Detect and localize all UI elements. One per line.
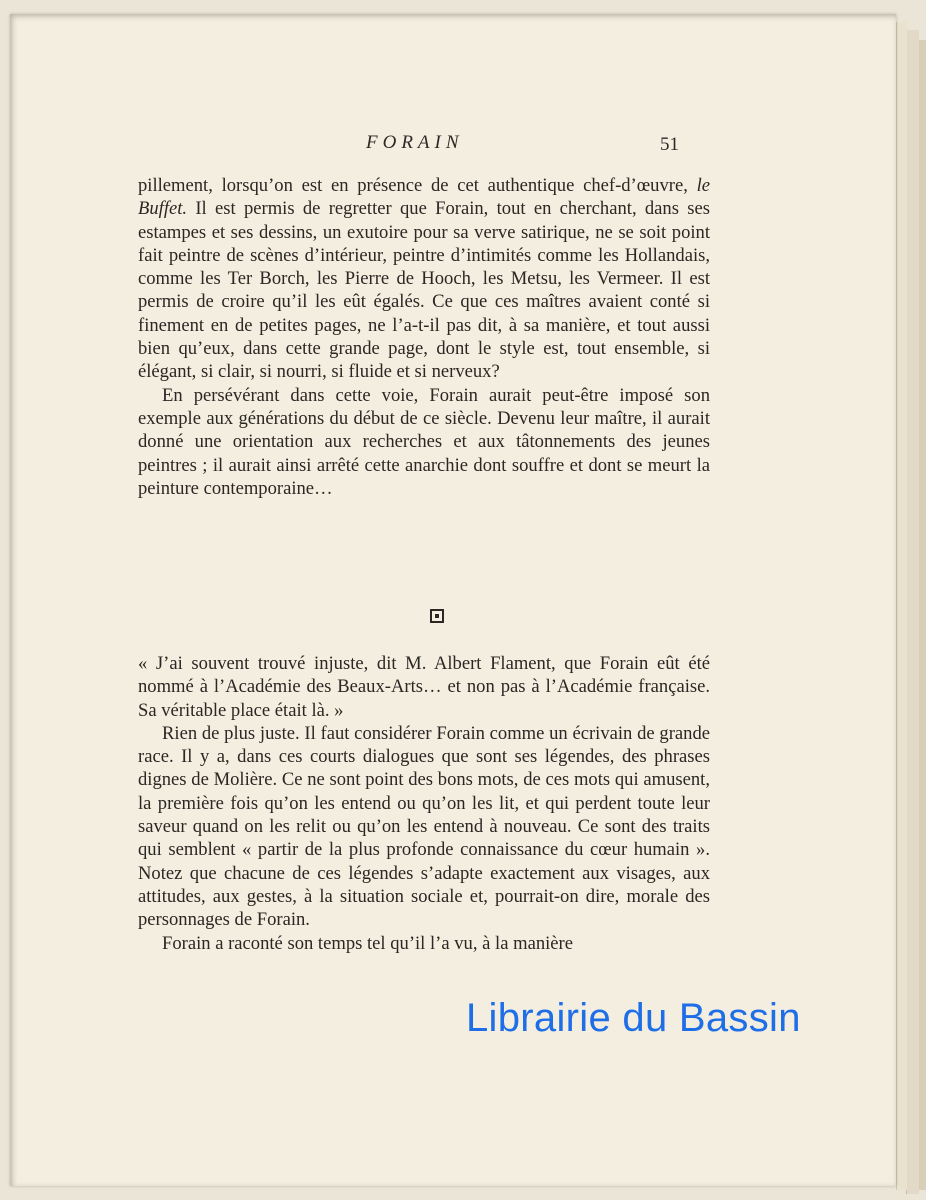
paragraph-1-start: pillement, lorsqu’on est en présence de cet authentique chef-d’œuvre,	[138, 175, 697, 196]
paragraph-5: Forain a raconté son temps tel qu’il l’a vu, à la manière	[162, 932, 573, 954]
paragraph-2: En persévérant dans cette voie, Forain aurait peut-être imposé son exemple aux générations du début de ce siècle. Devenu leur maître, il aurait donné une orientation aux recherches et aux tâtonnements des jeunes peintres ; il aurait ainsi arrêté cette anarchie dont souffre et dont se meurt la peinture contemporaine…	[138, 384, 710, 499]
page-edge-1	[896, 22, 907, 1190]
paragraph-1-rest: Il est permis de regretter que Forain, tout en cherchant, dans ses estampes et ses dessins, un exutoire pour sa verve satirique, ne se soit point fait peintre de scènes d’intérieur, peintre d’intimités comme les Hollandais, comme les Ter Borch, les Pierre de Hooch, les Metsu, les Vermeer. Il est permis de croire qu’il les eût égalés. Ce que ces maîtres avaient conté si finement en de petites pages, ne l’a-t-il pas dit, à sa manière, et tout aussi bien qu’eux, dans cette grande page, dont le style est, tout ensemble, si élégant, si clair, si nourri, si fluide et si nerveux?	[138, 198, 710, 383]
page-edge-2	[906, 30, 919, 1194]
page-header	[10, 132, 896, 162]
section-1-text	[138, 174, 710, 500]
page-edge-3	[918, 40, 926, 1190]
square-fleuron-icon	[430, 609, 444, 623]
paragraph-4: Rien de plus juste. Il faut considérer Forain comme un écrivain de grande race. Il y a, dans ces courts dialogues que sont ses légendes, des phrases dignes de Molière. Ce ne sont point des bons mots, de ces mots qui amusent, la première fois qu’on les entend ou qu’on les lit, et qui perdent toute leur saveur quand on les relit ou qu’on les entend à nouveau. Ce sont des traits qui semblent « partir de la plus profonde connaissance du cœur humain ». Notez que chacune de ces légendes s’adapte exactement aux visages, aux attitudes, aux gestes, à la situation sociale et, pourrait-on dire, morale des personnages de Forain.	[138, 722, 710, 931]
paragraph-1	[138, 174, 710, 384]
paragraph-1-italic-title: le Buffet.	[138, 175, 710, 220]
paragraph-3: « J’ai souvent trouvé injuste, dit M. Albert Flament, que Forain eût été nommé à l’Académie des Beaux-Arts… et non pas à l’Académie française. Sa véritable place était là. »	[138, 653, 710, 721]
running-title: FORAIN	[366, 132, 464, 153]
watermark: Librairie du Bassin	[466, 996, 801, 1040]
page-number: 51	[660, 134, 679, 155]
section-2-text	[138, 652, 710, 955]
